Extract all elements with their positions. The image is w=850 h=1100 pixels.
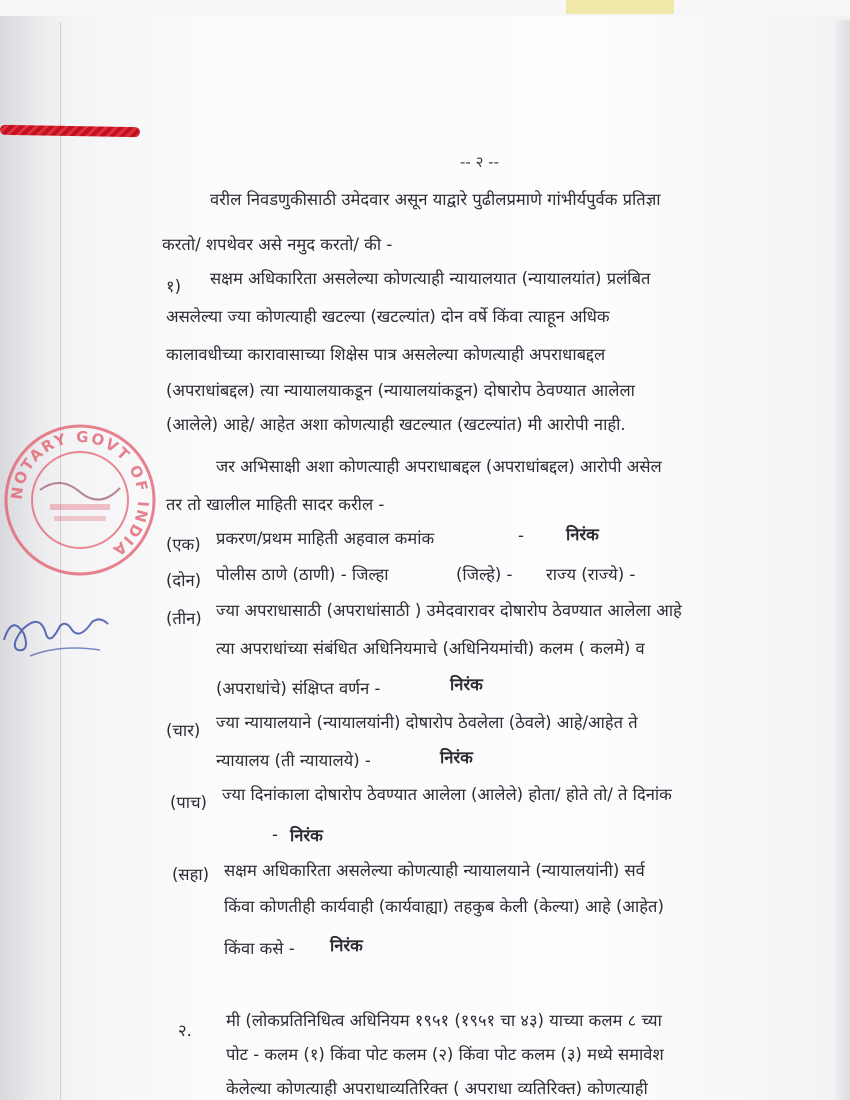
item-saha-line-1: सक्षम अधिकारिता असलेल्या कोणत्याही न्यायालयाने (न्यायालयांनी) सर्व	[224, 861, 645, 880]
item-saha-label: (सहा)	[172, 865, 210, 884]
para1-line-2: असलेल्या ज्या कोणत्याही खटल्या (खटल्यांत) दोन वर्षे किंवा त्याहून अधिक	[166, 307, 610, 326]
item-char-line-1: ज्या न्यायालयाने (न्यायालयांनी) दोषारोप ठेवलेला (ठेवले) आहे/आहेत ते	[216, 713, 638, 732]
item-ek-nil: निरंक	[566, 525, 599, 544]
item-saha-nil: निरंक	[330, 936, 363, 955]
para3-line-2: पोट - कलम (१) किंवा पोट कलम (२) किंवा पोट कलम (३) मध्ये समावेश	[226, 1045, 664, 1064]
item-teen-line-1: ज्या अपराधासाठी (अपराधांसाठी ) उमेदवारावर दोषारोप ठेवण्यात आलेला आहे	[216, 601, 682, 620]
item-saha-line-2: किंवा कोणतीही कार्यवाही (कार्यवाह्या) तहकुब केली (केल्या) आहे (आहेत)	[224, 897, 664, 916]
item-ek-label: (एक)	[166, 535, 201, 554]
item-pach-nil: निरंक	[290, 826, 323, 845]
intro-line-2: करतो/ शपथेवर असे नमुद करतो/ की -	[162, 235, 393, 254]
item-teen-line-3: (अपराधांचे) संक्षिप्त वर्णन -	[216, 679, 381, 698]
item-char-nil: निरंक	[440, 748, 473, 767]
item-don-mid: (जिल्हे) -	[456, 565, 513, 584]
para3-line-3: केलेल्या कोणत्याही अपराधाव्यतिरिक्त ( अपराधा व्यतिरिक्त) कोणत्याही	[226, 1079, 648, 1098]
para1-line-3: कालावधीच्या कारावासाच्या शिक्षेस पात्र असलेल्या कोणत्याही अपराधाबद्दल	[166, 345, 606, 364]
item-ek-dash: -	[518, 526, 524, 545]
item-don-text: पोलीस ठाणे (ठाणी) - जिल्हा	[216, 565, 389, 584]
item-ek-text: प्रकरण/प्रथम माहिती अहवाल कमांक	[216, 529, 435, 548]
page-number: -- २ --	[460, 153, 499, 171]
item-teen-nil: निरंक	[450, 675, 483, 694]
item-don-end: राज्य (राज्ये) -	[546, 565, 636, 584]
intro-line-1: वरील निवडणुकीसाठी उमेदवार असून याद्वारे पुढीलप्रमाणे गांभीर्यपुर्वक प्रतिज्ञा	[210, 190, 661, 209]
para1-line-4: (अपराधांबद्दल) त्या न्यायालयाकडून (न्यायालयांकडून) दोषारोप ठेवण्यात आलेला	[166, 381, 635, 400]
item-don-label: (दोन)	[166, 571, 202, 590]
item-pach-dash: -	[272, 825, 278, 844]
item-saha-line-3: किंवा कसे -	[224, 939, 295, 958]
para3-number: २.	[178, 1021, 192, 1040]
para1-number: १)	[166, 277, 182, 296]
svg-text:NOTARY GOVT OF INDIA: NOTARY GOVT OF INDIA	[7, 427, 153, 561]
para1-line-5: (आलेले) आहे/ आहेत अशा कोणत्याही खटल्यात (खटल्यांत) मी आरोपी नाही.	[166, 415, 626, 434]
item-char-line-2: न्यायालय (ती न्यायालये) -	[216, 751, 371, 770]
item-pach-line-1: ज्या दिनांकाला दोषारोप ठेवण्यात आलेला (आलेले) होता/ होते तो/ ते दिनांक	[222, 785, 672, 804]
item-teen-label: (तीन)	[166, 609, 202, 628]
para1-line-1: सक्षम अधिकारिता असलेल्या कोणत्याही न्यायालयात (न्यायालयांत) प्रलंबित	[210, 269, 651, 288]
para2-line-1: जर अभिसाक्षी अशा कोणत्याही अपराधाबद्दल (अपराधांबद्दल) आरोपी असेल	[216, 457, 662, 476]
item-char-label: (चार)	[166, 721, 201, 740]
para2-line-2: तर तो खालील माहिती सादर करील -	[166, 495, 385, 514]
item-pach-label: (पाच)	[170, 793, 207, 812]
item-teen-line-2: त्या अपराधांच्या संबंधित अधिनियमाचे (अधिनियमांची) कलम ( कलमे) व	[216, 639, 645, 658]
para3-line-1: मी (लोकप्रतिनिधित्व अधिनियम १९५१ (१९५१ चा ४३) याच्या कलम ८ च्या	[226, 1011, 662, 1030]
